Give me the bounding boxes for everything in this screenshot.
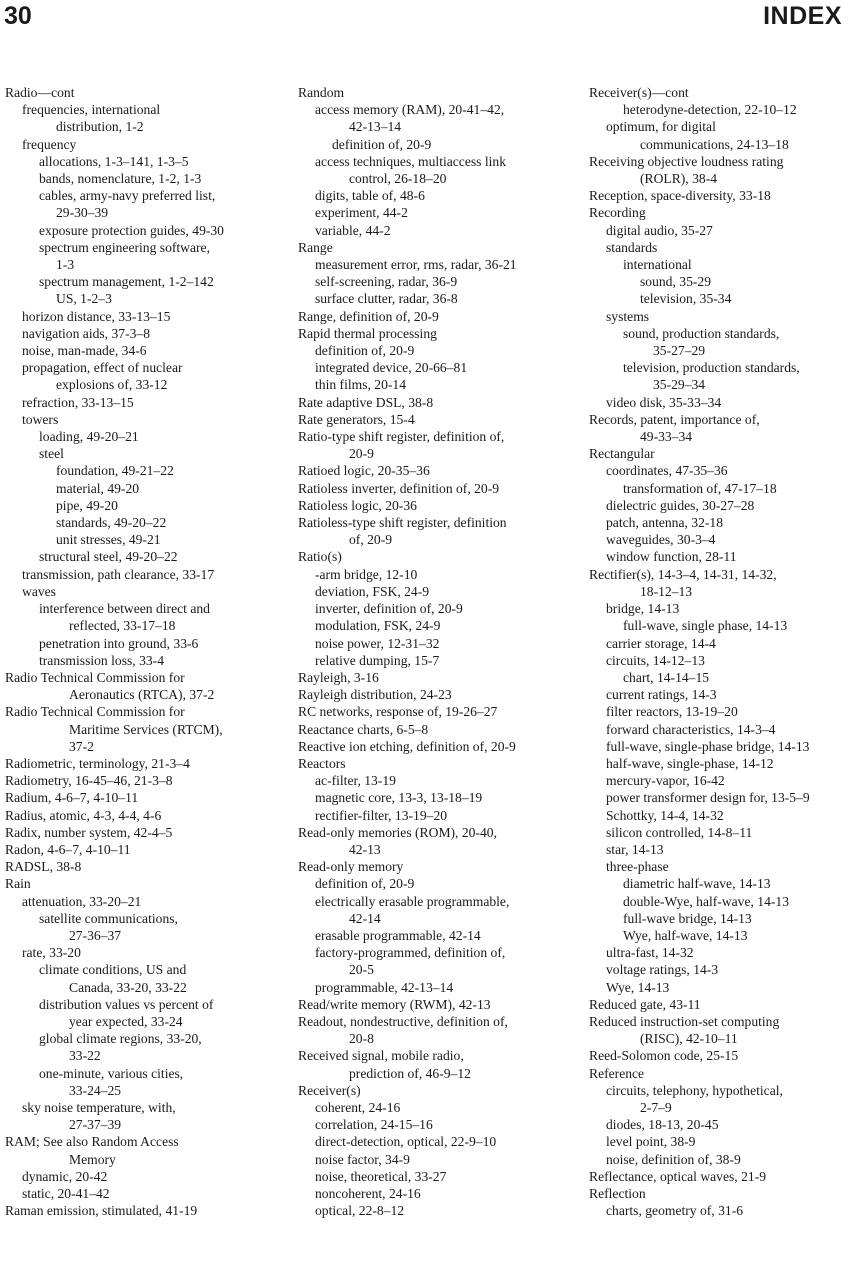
index-entry: Reflection xyxy=(589,1186,646,1201)
index-entry: Reflectance, optical waves, 21-9 xyxy=(589,1168,767,1184)
index-subentry: year expected, 33-24 xyxy=(69,1013,183,1029)
index-entry: Reduced gate, 43-11 xyxy=(589,996,701,1012)
index-subentry: carrier storage, 14-4 xyxy=(606,635,716,651)
index-subentry: noise, man-made, 34-6 xyxy=(22,343,147,359)
index-subentry: circuits, 14-12–13 xyxy=(606,652,705,668)
index-subentry: 35-27–29 xyxy=(653,343,706,359)
index-entry: Random xyxy=(298,85,345,100)
index-entry: Reception, space-diversity, 33-18 xyxy=(589,188,771,204)
index-subentry: transmission loss, 33-4 xyxy=(39,652,164,668)
index-subentry: 29-30–39 xyxy=(56,205,109,221)
index-entry: Radio—cont xyxy=(5,85,75,100)
index-entry: Rayleigh distribution, 24-23 xyxy=(298,687,452,703)
index-subentry: thin films, 20-14 xyxy=(315,377,407,393)
index-subentry: sound, 35-29 xyxy=(640,274,711,290)
index-subentry: definition of, 20-9 xyxy=(315,343,415,359)
index-subentry: distribution values vs percent of xyxy=(39,996,214,1012)
index-subentry: cables, army-navy preferred list, xyxy=(39,188,216,204)
index-subentry: frequency xyxy=(22,136,77,152)
index-subentry: ac-filter, 13-19 xyxy=(315,773,396,789)
index-subentry: full-wave bridge, 14-13 xyxy=(623,910,752,926)
index-subentry: deviation, FSK, 24-9 xyxy=(315,583,430,599)
index-entry: Radium, 4-6–7, 4-10–11 xyxy=(5,790,139,806)
index-subentry: half-wave, single-phase, 14-12 xyxy=(606,755,774,771)
index-entry: Rayleigh, 3-16 xyxy=(298,669,379,685)
index-subentry: of, 20-9 xyxy=(349,532,393,548)
index-entry: Ratioless logic, 20-36 xyxy=(298,497,417,513)
index-subentry: Memory xyxy=(69,1151,116,1167)
index-subentry: pipe, 49-20 xyxy=(56,497,118,513)
index-subentry: optimum, for digital xyxy=(606,119,716,135)
index-subentry: television, 35-34 xyxy=(640,291,732,307)
index-subentry: material, 49-20 xyxy=(56,480,140,496)
index-entry: Records, patent, importance of, xyxy=(589,411,760,427)
index-subentry: circuits, telephony, hypothetical, xyxy=(606,1082,783,1098)
index-subentry: programmable, 42-13–14 xyxy=(315,979,454,995)
index-subentry: reflected, 33-17–18 xyxy=(69,618,176,634)
index-entry: RADSL, 38-8 xyxy=(5,859,82,875)
index-entry: Rectifier(s), 14-3–4, 14-31, 14-32, xyxy=(589,566,777,582)
index-entry: Ratioed logic, 20-35–36 xyxy=(298,463,430,479)
index-subentry: Maritime Services (RTCM), xyxy=(69,721,223,737)
index-subentry: sky noise temperature, with, xyxy=(22,1099,176,1115)
index-subentry: 42-14 xyxy=(349,910,381,926)
index-subentry: star, 14-13 xyxy=(606,841,664,857)
index-entry: Reed-Solomon code, 25-15 xyxy=(589,1048,739,1064)
index-entry: Received signal, mobile radio, xyxy=(298,1048,464,1064)
index-entry: Recording xyxy=(589,205,646,221)
index-subentry: inverter, definition of, 20-9 xyxy=(315,601,463,617)
index-subentry: systems xyxy=(606,308,650,324)
index-subentry: explosions of, 33-12 xyxy=(56,377,168,393)
index-subentry: Wye, 14-13 xyxy=(606,979,670,995)
index-subentry: self-screening, radar, 36-9 xyxy=(315,274,458,290)
index-subentry: 42-13 xyxy=(349,841,381,857)
index-subentry: (RISC), 42-10–11 xyxy=(640,1031,738,1047)
index-subentry: refraction, 33-13–15 xyxy=(22,394,134,410)
index-subentry: television, production standards, xyxy=(623,360,800,376)
index-subentry: factory-programmed, definition of, xyxy=(315,945,506,961)
index-subentry: 1-3 xyxy=(56,257,75,273)
index-subentry: allocations, 1-3–141, 1-3–5 xyxy=(39,153,189,169)
index-subentry: full-wave, single phase, 14-13 xyxy=(623,618,788,634)
index-subentry: waves xyxy=(22,583,56,599)
index-subentry: transmission, path clearance, 33-17 xyxy=(22,566,215,582)
index-subentry: static, 20-41–42 xyxy=(22,1186,110,1201)
index-subentry: structural steel, 49-20–22 xyxy=(39,549,178,565)
index-subentry: three-phase xyxy=(606,859,669,875)
index-subentry: charts, geometry of, 31-6 xyxy=(606,1203,744,1219)
index-subentry: one-minute, various cities, xyxy=(39,1065,184,1081)
index-subentry: Schottky, 14-4, 14-32 xyxy=(606,807,724,823)
index-entry: Radio Technical Commission for xyxy=(5,704,185,720)
index-subentry: standards xyxy=(606,239,658,255)
index-subentry: digits, table of, 48-6 xyxy=(315,188,425,204)
index-entry: Rapid thermal processing xyxy=(298,325,437,341)
index-subentry: satellite communications, xyxy=(39,910,178,926)
index-subentry: bridge, 14-13 xyxy=(606,601,680,617)
index-subentry: 27-37–39 xyxy=(69,1117,122,1133)
index-subentry: noise power, 12-31–32 xyxy=(315,635,440,651)
index-subentry: digital audio, 35-27 xyxy=(606,222,713,238)
index-subentry: prediction of, 46-9–12 xyxy=(349,1065,471,1081)
index-subentry: 20-8 xyxy=(349,1031,374,1047)
index-entry: Rectangular xyxy=(589,446,655,462)
index-subentry: unit stresses, 49-21 xyxy=(56,532,161,548)
index-subentry: rate, 33-20 xyxy=(22,945,81,961)
index-subentry: full-wave, single-phase bridge, 14-13 xyxy=(606,738,810,754)
index-subentry: sound, production standards, xyxy=(623,325,780,341)
index-subentry: optical, 22-8–12 xyxy=(315,1203,405,1219)
index-subentry: diodes, 18-13, 20-45 xyxy=(606,1117,719,1133)
index-subentry: ultra-fast, 14-32 xyxy=(606,945,694,961)
index-entry: Range, definition of, 20-9 xyxy=(298,308,439,324)
index-subentry: US, 1-2–3 xyxy=(56,291,112,307)
index-subentry: window function, 28-11 xyxy=(606,549,737,565)
index-subentry: noise, definition of, 38-9 xyxy=(606,1151,741,1167)
index-entry: Reduced instruction-set computing xyxy=(589,1013,780,1029)
index-subentry: Aeronautics (RTCA), 37-2 xyxy=(69,687,215,703)
index-entry: Radius, atomic, 4-3, 4-4, 4-6 xyxy=(5,807,162,823)
index-subentry: noise factor, 34-9 xyxy=(315,1151,410,1167)
index-subentry: noncoherent, 24-16 xyxy=(315,1186,421,1201)
index-subentry: surface clutter, radar, 36-8 xyxy=(315,291,458,307)
index-subentry: 49-33–34 xyxy=(640,429,693,445)
index-subentry: noise, theoretical, 33-27 xyxy=(315,1168,447,1184)
page-number: 30 xyxy=(4,2,32,30)
index-subentry: rectifier-filter, 13-19–20 xyxy=(315,807,448,823)
index-entry: Read-only memories (ROM), 20-40, xyxy=(298,824,497,840)
index-entry: Range xyxy=(298,239,333,255)
index-entry: Reactors xyxy=(298,755,346,771)
index-subentry: mercury-vapor, 16-42 xyxy=(606,773,725,789)
index-column-2 xyxy=(298,84,578,1219)
index-subentry: patch, antenna, 32-18 xyxy=(606,515,724,531)
index-subentry: access techniques, multiaccess link xyxy=(315,153,507,169)
index-subentry: dielectric guides, 30-27–28 xyxy=(606,497,755,513)
index-subentry: chart, 14-14–15 xyxy=(623,669,710,685)
index-subentry: 37-2 xyxy=(69,738,94,754)
index-subentry: attenuation, 33-20–21 xyxy=(22,893,142,909)
index-entry: Ratioless inverter, definition of, 20-9 xyxy=(298,480,500,496)
index-entry: Rain xyxy=(5,876,31,892)
index-subentry: video disk, 35-33–34 xyxy=(606,394,722,410)
index-subentry: heterodyne-detection, 22-10–12 xyxy=(623,102,797,118)
index-subentry: silicon controlled, 14-8–11 xyxy=(606,824,753,840)
index-entry: Read-only memory xyxy=(298,859,404,875)
index-subentry: spectrum management, 1-2–142 xyxy=(39,274,214,290)
index-subentry: 20-5 xyxy=(349,962,374,978)
index-subentry: steel xyxy=(39,446,64,462)
index-subentry: interference between direct and xyxy=(39,601,210,617)
index-entry: Raman emission, stimulated, 41-19 xyxy=(5,1203,198,1219)
index-subentry: relative dumping, 15-7 xyxy=(315,652,440,668)
index-subentry: magnetic core, 13-3, 13-18–19 xyxy=(315,790,483,806)
index-subentry: modulation, FSK, 24-9 xyxy=(315,618,441,634)
index-subentry: coordinates, 47-35–36 xyxy=(606,463,728,479)
index-subentry: 18-12–13 xyxy=(640,583,693,599)
index-entry: Radiometric, terminology, 21-3–4 xyxy=(5,755,190,771)
index-subentry: power transformer design for, 13-5–9 xyxy=(606,790,810,806)
index-entry: Ratioless-type shift register, definition xyxy=(298,515,507,531)
index-entry: Ratio(s) xyxy=(298,549,342,565)
index-subentry: double-Wye, half-wave, 14-13 xyxy=(623,893,790,909)
index-subentry: diametric half-wave, 14-13 xyxy=(623,876,771,892)
index-subentry: climate conditions, US and xyxy=(39,962,187,978)
index-entry: Reactance charts, 6-5–8 xyxy=(298,721,429,737)
index-subentry: variable, 44-2 xyxy=(315,222,391,238)
index-entry: Radix, number system, 42-4–5 xyxy=(5,824,173,840)
index-entry: Readout, nondestructive, definition of, xyxy=(298,1013,508,1029)
index-subentry: 2-7–9 xyxy=(640,1099,672,1115)
index-subentry: foundation, 49-21–22 xyxy=(56,463,174,479)
index-entry: Receiver(s)—cont xyxy=(589,85,689,100)
index-subentry: current ratings, 14-3 xyxy=(606,687,717,703)
index-subentry: 33-22 xyxy=(69,1048,101,1064)
index-subentry: 35-29–34 xyxy=(653,377,706,393)
index-subentry: coherent, 24-16 xyxy=(315,1099,401,1115)
index-entry: Receiver(s) xyxy=(298,1082,361,1098)
index-subentry: electrically erasable programmable, xyxy=(315,893,510,909)
index-subentry: 33-24–25 xyxy=(69,1082,122,1098)
section-title: INDEX xyxy=(763,2,842,30)
index-entry: Ratio-type shift register, definition of, xyxy=(298,429,505,445)
index-subentry: dynamic, 20-42 xyxy=(22,1168,108,1184)
index-entry: RAM; See also Random Access xyxy=(5,1134,179,1150)
index-subentry: global climate regions, 33-20, xyxy=(39,1031,202,1047)
index-subentry: propagation, effect of nuclear xyxy=(22,360,183,376)
index-subentry: waveguides, 30-3–4 xyxy=(606,532,716,548)
index-subentry: horizon distance, 33-13–15 xyxy=(22,308,171,324)
index-subentry: integrated device, 20-66–81 xyxy=(315,360,468,376)
index-entry: Rate generators, 15-4 xyxy=(298,411,415,427)
index-subentry: distribution, 1-2 xyxy=(56,119,144,135)
index-subentry: control, 26-18–20 xyxy=(349,171,447,187)
index-subentry: loading, 49-20–21 xyxy=(39,429,139,445)
index-subentry: towers xyxy=(22,411,59,427)
index-subentry: exposure protection guides, 49-30 xyxy=(39,222,224,238)
index-subentry: filter reactors, 13-19–20 xyxy=(606,704,738,720)
index-subentry: forward characteristics, 14-3–4 xyxy=(606,721,776,737)
index-subentry: international xyxy=(623,257,692,273)
index-subentry: standards, 49-20–22 xyxy=(56,515,167,531)
index-entry: Rate adaptive DSL, 38-8 xyxy=(298,394,434,410)
index-subentry: direct-detection, optical, 22-9–10 xyxy=(315,1134,497,1150)
index-subentry: access memory (RAM), 20-41–42, xyxy=(315,102,505,118)
index-subentry: Wye, half-wave, 14-13 xyxy=(623,927,748,943)
index-entry: Radon, 4-6–7, 4-10–11 xyxy=(5,841,131,857)
index-subentry: voltage ratings, 14-3 xyxy=(606,962,719,978)
index-subentry: 42-13–14 xyxy=(349,119,402,135)
index-subentry: spectrum engineering software, xyxy=(39,239,210,255)
index-entry: Reactive ion etching, definition of, 20-9 xyxy=(298,738,516,754)
index-entry: Read/write memory (RWM), 42-13 xyxy=(298,996,491,1012)
index-subentry: Canada, 33-20, 33-22 xyxy=(69,979,187,995)
index-entry: Reference xyxy=(589,1065,645,1081)
page-header xyxy=(0,0,848,34)
index-subentry: navigation aids, 37-3–8 xyxy=(22,325,150,341)
index-subentry: correlation, 24-15–16 xyxy=(315,1117,433,1133)
index-subentry: definition of, 20-9 xyxy=(332,136,432,152)
index-column-3 xyxy=(589,84,847,1219)
index-subentry: experiment, 44-2 xyxy=(315,205,408,221)
index-entry: Radio Technical Commission for xyxy=(5,669,185,685)
index-column-1 xyxy=(5,84,273,1219)
index-subentry: 27-36–37 xyxy=(69,927,122,943)
index-entry: Receiving objective loudness rating xyxy=(589,153,784,169)
index-subentry: level point, 38-9 xyxy=(606,1134,696,1150)
index-subentry: 20-9 xyxy=(349,446,374,462)
index-subentry: -arm bridge, 12-10 xyxy=(315,566,418,582)
index-subentry: communications, 24-13–18 xyxy=(640,136,789,152)
index-subentry: frequencies, international xyxy=(22,102,161,118)
index-subentry: measurement error, rms, radar, 36-21 xyxy=(315,257,517,273)
index-subentry: definition of, 20-9 xyxy=(315,876,415,892)
index-subentry: bands, nomenclature, 1-2, 1-3 xyxy=(39,171,202,187)
index-subentry: transformation of, 47-17–18 xyxy=(623,480,777,496)
index-entry: Radiometry, 16-45–46, 21-3–8 xyxy=(5,773,173,789)
index-subentry: erasable programmable, 42-14 xyxy=(315,927,481,943)
index-entry: RC networks, response of, 19-26–27 xyxy=(298,704,498,720)
index-subentry: penetration into ground, 33-6 xyxy=(39,635,199,651)
index-subentry: (ROLR), 38-4 xyxy=(640,171,718,187)
